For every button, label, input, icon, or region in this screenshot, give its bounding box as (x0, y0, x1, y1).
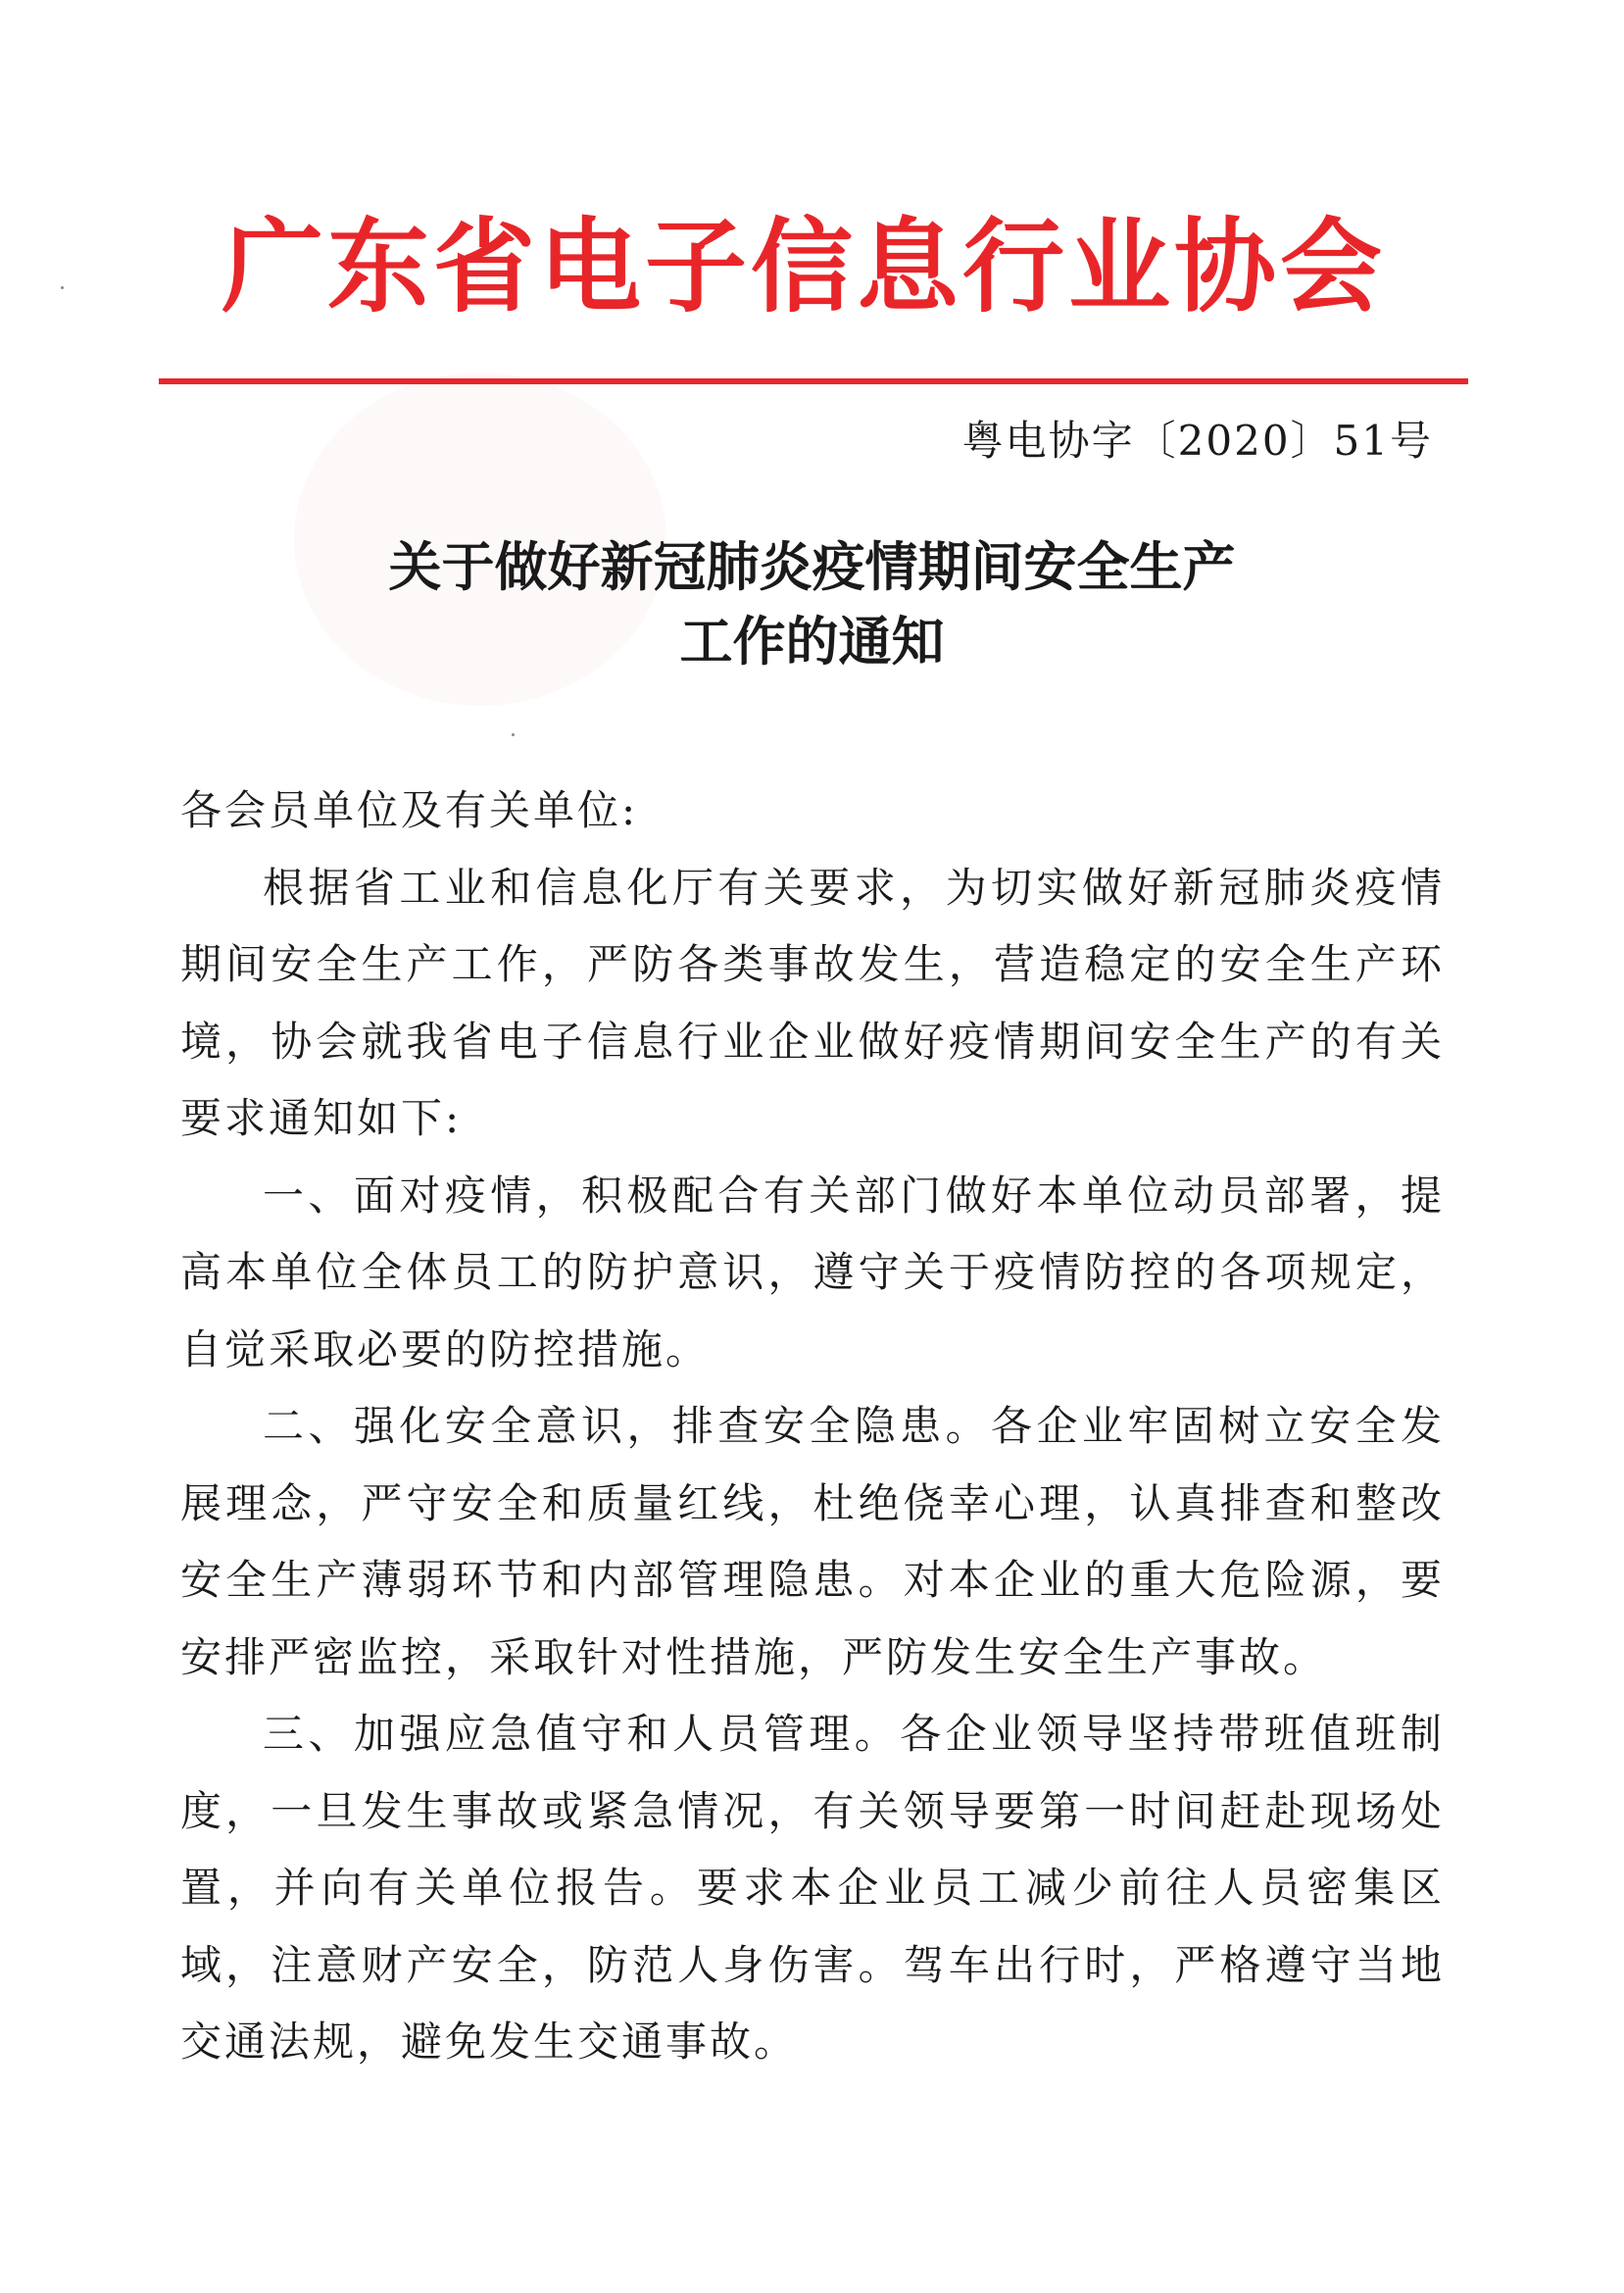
body-paragraph-intro: 根据省工业和信息化厅有关要求，为切实做好新冠肺炎疫情期间安全生产工作，严防各类事故发生，营造稳定的安全生产环境，协会就我省电子信息行业企业做好疫情期间安全生产的有关要求通知如下: (180, 863, 1445, 1142)
letterhead-org-name: 广东省电子信息行业协会 (221, 206, 1386, 326)
body-paragraph-item-3: 三、加强应急值守和人员管理。各企业领导坚持带班值班制度，一旦发生事故或紧急情况，有关领导要第一时间赶赴现场处置，并向有关单位报告。要求本企业员工减少前往人员密集区域，注意财产安全，防范人身伤害。驾车出行时，严格遵守当地交通法规，避免发生交通事故。 (180, 1710, 1445, 2066)
scan-speck (512, 733, 515, 736)
scan-speck (61, 286, 64, 289)
document-body (180, 773, 1445, 2081)
document-number: 粤电协字〔2020〕51号 (961, 417, 1433, 465)
salutation: 各会员单位及有关单位: (180, 786, 639, 834)
body-paragraph-item-1: 一、面对疫情，积极配合有关部门做好本单位动员部署，提高本单位全体员工的防护意识，遵守关于疫情防控的各项规定，自觉采取必要的防控措施。 (180, 1171, 1445, 1373)
document-title-line-2: 工作的通知 (679, 610, 945, 673)
body-paragraph-item-2: 二、强化安全意识，排查安全隐患。各企业牢固树立安全发展理念，严守安全和质量红线，杜绝侥幸心理，认真排查和整改安全生产薄弱环节和内部管理隐患。对本企业的重大危险源，要安排严密监控，采取针对性措施，严防发生安全生产事故。 (180, 1402, 1445, 1681)
document-title-line-1: 关于做好新冠肺炎疫情期间安全生产 (388, 535, 1236, 598)
document-title (147, 529, 1477, 678)
letterhead-red-rule (159, 378, 1468, 384)
